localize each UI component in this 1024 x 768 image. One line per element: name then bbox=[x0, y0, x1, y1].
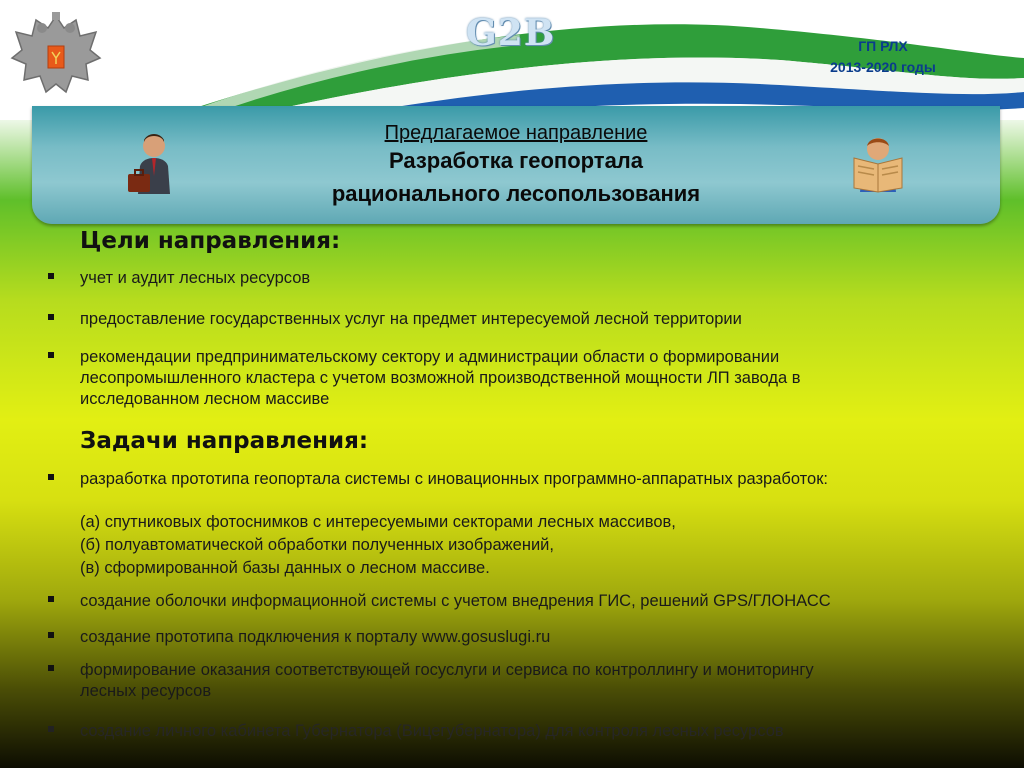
bullet-icon bbox=[48, 474, 54, 480]
program-years: 2013-2020 годы bbox=[830, 59, 936, 75]
task-item: создание личного кабинета Губернатора (Вицегубернатора) для контроля лесных ресурсов bbox=[80, 722, 784, 740]
person-reading-newspaper-icon bbox=[848, 136, 908, 194]
bullet-icon bbox=[48, 665, 54, 671]
program-label bbox=[820, 36, 946, 78]
task-item: создание оболочки информационной системы с учетом внедрения ГИС, решений GPS/ГЛОНАСС bbox=[80, 592, 831, 610]
task-subitem: (а) спутниковых фотоснимков с интересуемыми секторами лесных массивов, bbox=[80, 513, 676, 531]
header bbox=[0, 0, 1024, 120]
bullet-icon bbox=[48, 314, 54, 320]
goal-item-continuation: лесопромышленного кластера с учетом возможной производственной мощности ЛП завода в bbox=[80, 369, 801, 387]
banner-title-line1: Разработка геопортала bbox=[388, 148, 644, 173]
bullet-icon bbox=[48, 596, 54, 602]
businessman-briefcase-icon bbox=[124, 132, 180, 198]
goal-item-continuation: исследованном лесном массиве bbox=[80, 390, 330, 408]
bullet-icon bbox=[48, 273, 54, 279]
task-item: разработка прототипа геопортала системы с иновационных программно-аппаратных разработок: bbox=[80, 470, 829, 488]
goals-heading: Цели направления: bbox=[80, 228, 341, 254]
bullet-icon bbox=[48, 726, 54, 732]
tasks-heading: Задачи направления: bbox=[80, 428, 369, 454]
banner-subtitle: Предлагаемое направление bbox=[384, 122, 648, 144]
program-name: ГП РЛХ bbox=[858, 38, 908, 54]
bullet-icon bbox=[48, 352, 54, 358]
bullet-icon bbox=[48, 632, 54, 638]
task-item: формирование оказания соответствующей госуслуги и сервиса по контроллингу и мониторингу bbox=[80, 661, 814, 679]
task-subitem: (в) сформированной базы данных о лесном массиве. bbox=[80, 559, 490, 577]
russia-coat-of-arms-icon bbox=[6, 6, 106, 106]
g2b-logo: G2B bbox=[466, 12, 556, 54]
banner-title-line2: рационального лесопользования bbox=[331, 181, 701, 206]
goal-item: предоставление государственных услуг на предмет интересуемой лесной территории bbox=[80, 310, 742, 328]
goal-item: учет и аудит лесных ресурсов bbox=[80, 269, 311, 287]
task-item: создание прототипа подключения к порталу www.gosuslugi.ru bbox=[80, 628, 551, 646]
task-item-continuation: лесных ресурсов bbox=[80, 682, 212, 700]
goal-item: рекомендации предпринимательскому сектору и администрации области о формировании bbox=[80, 348, 780, 366]
task-subitem: (б) полуавтоматической обработки полученных изображений, bbox=[80, 536, 554, 554]
